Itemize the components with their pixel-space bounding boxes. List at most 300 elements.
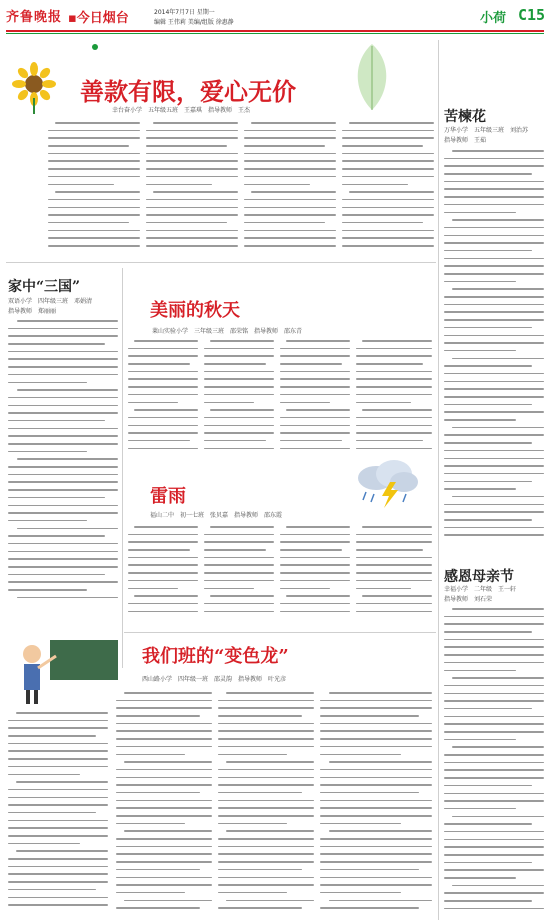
text-line — [218, 777, 314, 779]
text-line — [48, 176, 140, 178]
text-line — [452, 816, 544, 818]
text-line — [128, 448, 198, 450]
text-line — [218, 907, 302, 909]
text-line — [116, 715, 200, 717]
text-line — [218, 769, 314, 771]
text-line — [116, 723, 212, 725]
autumn-article-body-col1 — [128, 340, 198, 460]
text-line — [17, 597, 118, 599]
text-line — [251, 122, 336, 124]
text-line — [320, 815, 432, 817]
text-line — [444, 504, 544, 506]
text-line — [48, 168, 140, 170]
text-line — [452, 288, 544, 290]
text-line — [17, 458, 118, 460]
text-line — [8, 512, 118, 514]
text-line — [204, 572, 274, 574]
text-line — [244, 245, 336, 247]
text-line — [444, 823, 532, 825]
text-line — [8, 766, 108, 768]
text-line — [8, 589, 87, 591]
text-line — [204, 355, 274, 357]
text-line — [8, 750, 108, 752]
main-article-body-col4 — [342, 122, 434, 255]
text-line — [204, 440, 266, 442]
text-line — [342, 237, 434, 239]
text-line — [48, 245, 140, 247]
text-line — [204, 564, 274, 566]
text-line — [444, 296, 544, 298]
text-line — [320, 907, 419, 909]
leaf-ornament-icon — [344, 42, 400, 112]
autumn-article-body-col3 — [280, 340, 350, 460]
text-line — [444, 335, 544, 337]
text-line — [342, 153, 434, 155]
text-line — [8, 743, 108, 745]
text-line — [342, 207, 434, 209]
text-line — [146, 153, 238, 155]
thunder-article-body-col2 — [204, 526, 274, 626]
text-line — [116, 738, 212, 740]
text-line — [444, 616, 544, 618]
text-line — [280, 603, 350, 605]
text-line — [444, 442, 532, 444]
text-line — [8, 489, 118, 491]
text-line — [452, 608, 544, 610]
text-line — [356, 371, 432, 373]
text-line — [244, 160, 336, 162]
text-line — [218, 846, 314, 848]
text-line — [286, 526, 350, 528]
text-line — [218, 877, 314, 879]
text-line — [349, 191, 434, 193]
text-line — [116, 823, 185, 825]
text-line — [116, 730, 212, 732]
text-line — [280, 355, 350, 357]
text-line — [244, 222, 325, 224]
chameleon-article-body-col3 — [218, 692, 314, 916]
chameleon-article-body-col1 — [8, 712, 108, 916]
text-line — [8, 843, 80, 845]
text-line — [116, 815, 212, 817]
text-line — [8, 505, 118, 507]
text-line — [444, 639, 544, 641]
text-line — [48, 137, 140, 139]
issue-date: 2014年7月7日 星期一 — [154, 9, 215, 16]
text-line — [116, 700, 212, 702]
father-article-body — [444, 608, 544, 916]
text-line — [48, 153, 140, 155]
text-line — [218, 853, 314, 855]
text-line — [146, 184, 212, 186]
text-line — [320, 869, 419, 871]
text-line — [8, 797, 108, 799]
text-line — [320, 853, 432, 855]
text-line — [444, 242, 544, 244]
text-line — [342, 222, 423, 224]
text-line — [444, 304, 544, 306]
text-line — [356, 603, 432, 605]
text-line — [342, 176, 434, 178]
text-line — [8, 820, 108, 822]
text-line — [8, 897, 108, 899]
text-line — [444, 900, 532, 902]
text-line — [444, 250, 532, 252]
text-line — [8, 420, 105, 422]
text-line — [444, 365, 532, 367]
text-line — [356, 386, 432, 388]
text-line — [8, 497, 105, 499]
text-line — [8, 366, 118, 368]
text-line — [444, 212, 516, 214]
text-line — [128, 371, 198, 373]
text-line — [244, 130, 336, 132]
text-line — [244, 168, 336, 170]
text-line — [444, 723, 544, 725]
text-line — [204, 534, 274, 536]
text-line — [116, 784, 212, 786]
text-line — [452, 219, 544, 221]
text-line — [444, 527, 544, 529]
text-line — [444, 258, 544, 260]
thunder-article-byline: 福山二中 初一七班 张贝嘉 指导教师 邵东霞 — [150, 512, 283, 519]
text-line — [146, 199, 238, 201]
text-line — [356, 549, 423, 551]
text-line — [116, 877, 212, 879]
text-line — [128, 432, 198, 434]
text-line — [48, 214, 140, 216]
text-line — [244, 199, 336, 201]
text-line — [444, 708, 532, 710]
text-line — [444, 473, 544, 475]
text-line — [244, 207, 336, 209]
text-line — [218, 754, 287, 756]
text-line — [280, 371, 350, 373]
text-line — [218, 807, 314, 809]
text-line — [48, 160, 140, 162]
masthead — [6, 4, 544, 28]
main-article-title: 善款有限，爱心无价 — [80, 77, 296, 106]
bitter-article-body — [444, 150, 544, 550]
text-line — [204, 588, 254, 590]
text-line — [244, 230, 336, 232]
text-line — [218, 746, 314, 748]
section-name: ▪今日烟台 — [68, 11, 129, 26]
text-line — [128, 580, 198, 582]
text-line — [204, 386, 274, 388]
text-line — [128, 603, 198, 605]
text-line — [342, 160, 434, 162]
text-line — [218, 723, 314, 725]
text-line — [55, 191, 140, 193]
text-line — [218, 838, 314, 840]
text-line — [444, 434, 544, 436]
text-line — [251, 191, 336, 193]
text-line — [116, 869, 200, 871]
text-line — [356, 572, 432, 574]
text-line — [342, 137, 434, 139]
text-line — [356, 417, 432, 419]
text-line — [8, 574, 105, 576]
text-line — [16, 712, 108, 714]
text-line — [48, 230, 140, 232]
text-line — [8, 358, 118, 360]
text-line — [280, 588, 330, 590]
text-line — [444, 281, 516, 283]
text-line — [444, 623, 544, 625]
text-line — [444, 908, 544, 910]
text-line — [146, 207, 238, 209]
text-line — [146, 222, 227, 224]
text-line — [320, 754, 401, 756]
father-article-title: 感恩母亲节 — [444, 569, 514, 585]
text-line — [48, 237, 140, 239]
text-line — [204, 371, 274, 373]
text-line — [444, 419, 516, 421]
thunder-article-body-col3 — [280, 526, 350, 626]
text-line — [342, 168, 434, 170]
text-line — [362, 340, 432, 342]
text-line — [48, 184, 114, 186]
text-line — [280, 541, 350, 543]
text-line — [444, 716, 544, 718]
text-line — [8, 466, 118, 468]
text-line — [444, 350, 516, 352]
text-line — [128, 394, 198, 396]
text-line — [218, 700, 314, 702]
text-line — [320, 807, 432, 809]
main-headline-dots — [92, 44, 98, 50]
text-line — [356, 432, 432, 434]
text-line — [128, 348, 198, 350]
text-line — [204, 448, 274, 450]
text-line — [444, 481, 532, 483]
text-line — [320, 861, 432, 863]
text-line — [280, 402, 330, 404]
text-line — [280, 440, 342, 442]
text-line — [8, 789, 108, 791]
text-line — [356, 440, 423, 442]
text-line — [320, 769, 432, 771]
chameleon-article-title: 我们班的“变色龙” — [142, 646, 289, 667]
text-line — [444, 204, 544, 206]
text-line — [444, 381, 544, 383]
text-line — [116, 853, 212, 855]
text-line — [444, 785, 532, 787]
text-line — [146, 130, 238, 132]
text-line — [226, 830, 314, 832]
text-line — [320, 738, 432, 740]
text-line — [320, 784, 432, 786]
text-line — [218, 738, 314, 740]
text-line — [218, 892, 287, 894]
chameleon-article-body-col4 — [320, 692, 432, 916]
text-line — [280, 611, 350, 613]
father-byline-school: 幸福小学 二年级 王一轩 — [444, 586, 517, 593]
text-line — [204, 402, 254, 404]
text-line — [8, 520, 87, 522]
thunder-cloud-icon — [352, 456, 422, 510]
text-line — [444, 235, 544, 237]
text-line — [128, 564, 198, 566]
sanguo-article-body — [8, 320, 118, 606]
text-line — [134, 526, 198, 528]
text-line — [444, 388, 544, 390]
text-line — [8, 873, 108, 875]
text-line — [320, 723, 432, 725]
text-line — [342, 184, 408, 186]
text-line — [16, 781, 108, 783]
text-line — [356, 541, 432, 543]
text-line — [280, 432, 350, 434]
text-line — [128, 417, 198, 419]
text-line — [362, 409, 432, 411]
text-line — [116, 777, 212, 779]
text-line — [210, 595, 274, 597]
text-line — [444, 731, 544, 733]
text-line — [444, 519, 532, 521]
text-line — [320, 884, 432, 886]
text-line — [8, 558, 118, 560]
text-line — [55, 122, 140, 124]
text-line — [452, 677, 544, 679]
text-line — [153, 191, 238, 193]
text-line — [356, 448, 432, 450]
text-line — [280, 564, 350, 566]
text-line — [444, 631, 532, 633]
text-line — [444, 188, 544, 190]
newspaper-logo: 齐鲁晚报 — [6, 10, 63, 25]
text-line — [128, 611, 198, 613]
text-line — [8, 328, 118, 330]
text-line — [444, 793, 544, 795]
text-line — [134, 595, 198, 597]
text-line — [210, 340, 274, 342]
text-line — [342, 230, 434, 232]
text-line — [204, 580, 274, 582]
text-line — [329, 692, 432, 694]
sanguo-byline-teacher: 指导教师 郑丽丽 — [8, 308, 57, 315]
text-line — [280, 557, 350, 559]
text-line — [8, 581, 118, 583]
autumn-article-byline: 莱山实验小学 三年级三班 邵荣铭 指导教师 邵东青 — [152, 328, 303, 335]
text-line — [320, 800, 432, 802]
bitter-byline-teacher: 指导教师 王茹 — [444, 137, 487, 144]
text-line — [218, 792, 302, 794]
text-line — [8, 720, 108, 722]
text-line — [128, 402, 178, 404]
text-line — [444, 411, 544, 413]
text-line — [128, 534, 198, 536]
text-line — [342, 130, 434, 132]
text-line — [128, 588, 178, 590]
text-line — [16, 850, 108, 852]
text-line — [210, 409, 274, 411]
text-line — [218, 861, 314, 863]
text-line — [444, 458, 544, 460]
thunder-article-body-col1 — [128, 526, 198, 626]
text-line — [8, 881, 108, 883]
sanguo-byline-school: 双语小学 四年级三班 邓娟清 — [8, 298, 93, 305]
text-line — [280, 378, 350, 380]
text-line — [244, 214, 336, 216]
text-line — [218, 707, 314, 709]
text-line — [128, 425, 198, 427]
text-line — [320, 730, 432, 732]
text-line — [8, 343, 105, 345]
text-line — [444, 654, 544, 656]
text-line — [444, 534, 544, 536]
text-line — [362, 526, 432, 528]
text-line — [8, 428, 118, 430]
text-line — [218, 800, 314, 802]
text-line — [146, 145, 227, 147]
text-line — [444, 769, 544, 771]
text-line — [8, 481, 118, 483]
text-line — [342, 199, 434, 201]
text-line — [444, 488, 516, 490]
text-line — [342, 245, 434, 247]
text-line — [210, 526, 274, 528]
text-line — [452, 885, 544, 887]
text-line — [280, 394, 350, 396]
text-line — [128, 378, 198, 380]
text-line — [320, 823, 401, 825]
text-line — [8, 351, 118, 353]
text-line — [320, 892, 401, 894]
text-line — [8, 374, 118, 376]
text-line — [204, 378, 274, 380]
text-line — [8, 474, 118, 476]
text-line — [280, 417, 350, 419]
text-line — [444, 700, 544, 702]
text-line — [204, 417, 274, 419]
text-line — [8, 405, 118, 407]
text-line — [153, 122, 238, 124]
text-line — [8, 774, 80, 776]
text-line — [204, 363, 266, 365]
text-line — [128, 549, 190, 551]
text-line — [8, 382, 87, 384]
main-article-byline: 幸台奋小学 五年级五班 王嘉琪 指导教师 王杰 — [112, 107, 251, 114]
text-line — [362, 595, 432, 597]
text-line — [8, 535, 105, 537]
text-line — [146, 245, 238, 247]
text-line — [444, 662, 544, 664]
text-line — [244, 137, 336, 139]
text-line — [444, 693, 544, 695]
text-line — [244, 237, 336, 239]
text-line — [444, 181, 544, 183]
text-line — [204, 603, 274, 605]
text-line — [218, 730, 314, 732]
text-line — [8, 566, 118, 568]
text-line — [8, 904, 108, 906]
main-article-body-col1 — [48, 122, 140, 255]
text-line — [204, 541, 274, 543]
text-line — [444, 311, 544, 313]
text-line — [342, 145, 423, 147]
text-line — [128, 572, 198, 574]
text-line — [320, 846, 432, 848]
text-line — [116, 707, 212, 709]
text-line — [116, 800, 212, 802]
chameleon-article-byline: 西山路小学 四年级一班 邵灵韵 指导教师 叶光彦 — [142, 676, 287, 683]
text-line — [444, 800, 544, 802]
text-line — [452, 150, 544, 152]
text-line — [48, 130, 140, 132]
text-line — [329, 761, 432, 763]
